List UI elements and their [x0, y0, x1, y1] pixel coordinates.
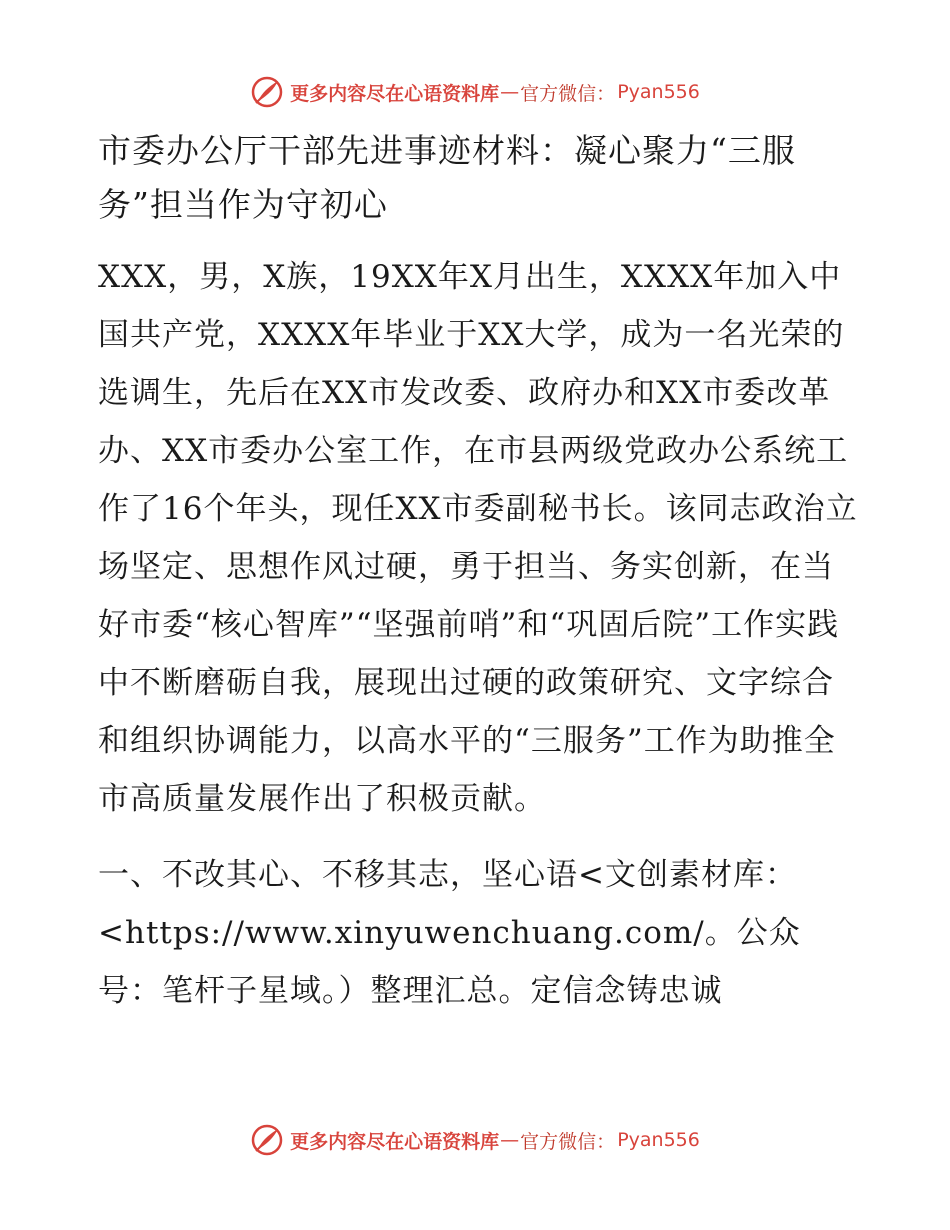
document-title: 市委办公厅干部先进事迹材料：凝心聚力“三服务”担当作为守初心 — [98, 131, 796, 224]
watermark-brand-text: 更多内容尽在心语资料库 — [290, 82, 500, 105]
document-paragraph: XXX，男，X族，19XX年X月出生，XXXX年加入中国共产党，XXXX年毕业于XX大学，成为一名光荣的选调生，先后在XX市发改委、政府办和XX市委改革办、XX市委办公室工作，在市县两级党政办公系统工作了16个年头，现任XX市委副秘书长。该同志政治立场坚定、思想作风过硬，勇于担当、务实创新，在当好市委“核心智库”“坚强前哨”和“巩固后院”工作实践中不断磨砺自我，展现出过硬的政策研究、文字综合和组织协调能力，以高水平的“三服务”工作为助推全市高质量发展作出了积极贡献。 — [98, 259, 858, 817]
watermark-wechat-id: Pyan556 — [617, 1129, 700, 1151]
document-body — [98, 124, 858, 1020]
watermark-brand-text: 更多内容尽在心语资料库 — [290, 1130, 500, 1153]
watermark-banner-top — [0, 70, 950, 114]
watermark-wechat-id: Pyan556 — [617, 81, 700, 103]
section-heading: 一、不改其心、不移其志，坚心语<文创素材库：<https://www.xinyuwenchuang.com/。公众号：笔杆子星域。）整理汇总。定信念铸忠诚 — [98, 857, 801, 1009]
quill-pen-logo-icon — [250, 1123, 284, 1157]
watermark-banner-bottom — [0, 1118, 950, 1162]
watermark-dash: — — [500, 81, 520, 103]
watermark-wechat-label: 官方微信： — [520, 1130, 616, 1153]
watermark-wechat-label: 官方微信： — [520, 82, 616, 105]
quill-pen-logo-icon — [250, 75, 284, 109]
watermark-dash: — — [500, 1129, 520, 1151]
